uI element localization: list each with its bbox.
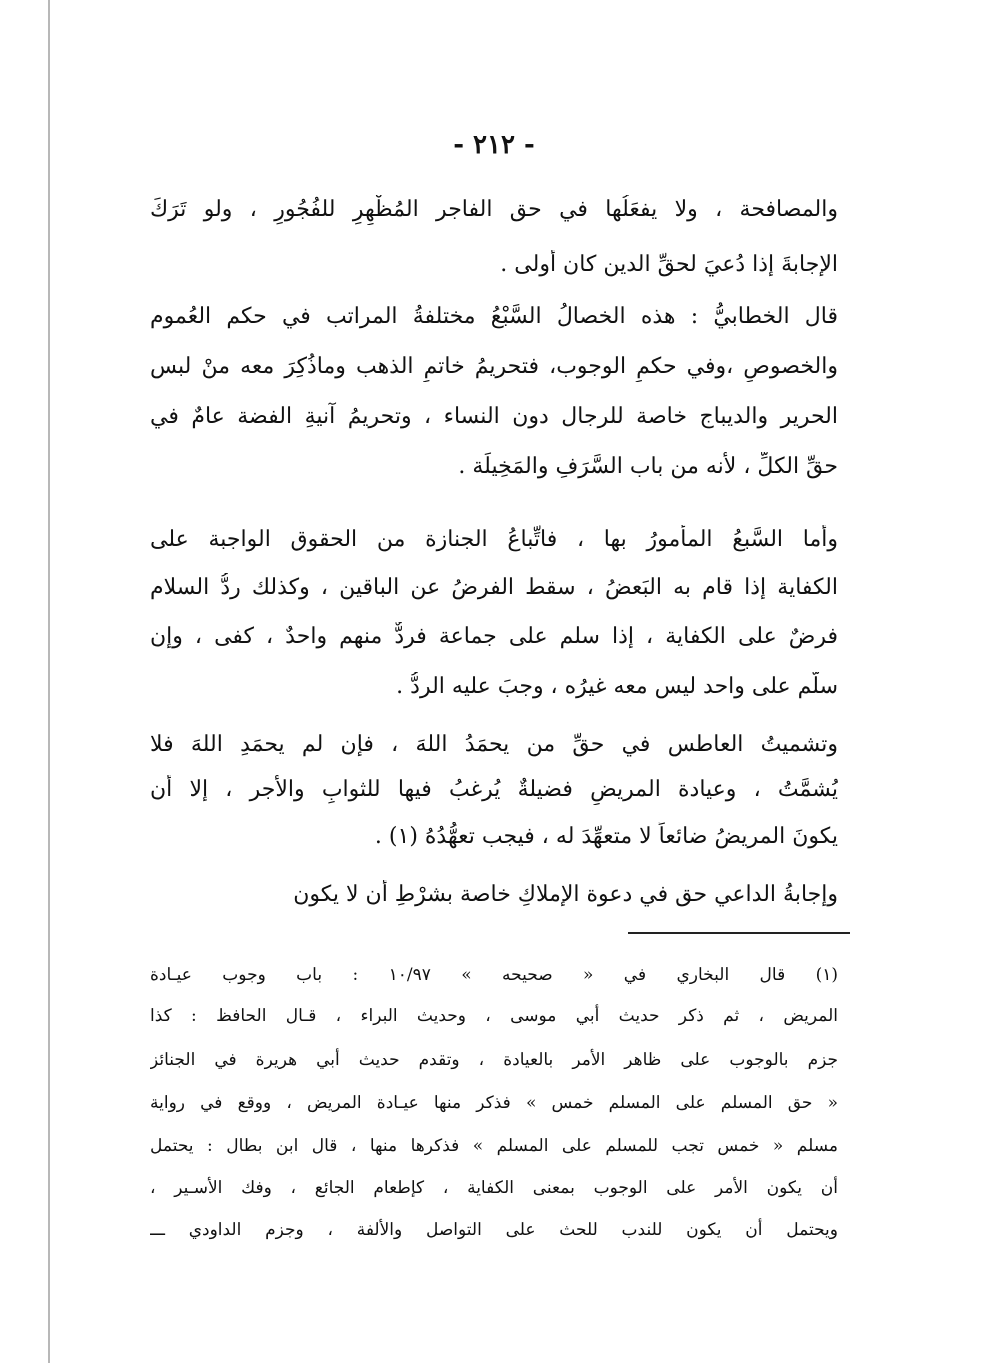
text-line: سلَّم على واحد ليس معه غيرُه ، وجبَ عليه الردُّ . xyxy=(396,674,838,699)
text-line: وتشميتُ العاطس في حقِّ من يحمَدُ اللهَ ، فإن لم يحمَدِ اللهَ فلا xyxy=(150,732,838,757)
footnote-line: أن يكون الأمر على الوجوب بمعنى الكفاية ، كإطعام الجائع ، وفك الأسـير ، xyxy=(150,1178,838,1198)
text-line: الإجابةَ إذا دُعيَ لحقِّ الدين كان أولى . xyxy=(500,252,838,277)
text-line: وإجابةُ الداعي حق في دعوة الإملاكِ خاصة بشرْطِ أن لا يكون xyxy=(293,882,838,907)
text-line: الكفاية إذا قام به البَعضُ ، سقط الفرضُ عن الباقين ، وكذلك ردُّ السلام xyxy=(150,575,838,600)
text-line: فرضٌ على الكفاية ، إذا سلم على جماعة فردٌّ منهم واحدٌ ، كفى ، وإن xyxy=(150,624,838,649)
footnote-line: جزم بالوجوب على ظاهر الأمر بالعيادة ، وتقدم حديث أبي هريرة في الجنائز xyxy=(150,1050,838,1070)
footnote-line: (١) قال البخاري في « صحيحه » ١٠/٩٧ : باب وجوب عيـادة xyxy=(150,965,838,985)
text-line: حقِّ الكلِّ ، لأنه من باب السَّرَفِ والمَخِيلَة . xyxy=(458,454,838,479)
page-number: - ٢١٢ - xyxy=(453,130,535,160)
footnote-line: مسلم « خمس تجب للمسلم على المسلم » فذكرها منها ، قال ابن بطال : يحتمل xyxy=(150,1136,838,1156)
text-line: والمصافحة ، ولا يفعَلُها في حق الفاجر المُظْهِرِ للفُجُورِ ، ولو تَرَكَ xyxy=(150,197,838,222)
text-line: الحرير والديباج خاصة للرجال دون النساء ، وتحريمُ آنيةِ الفضة عامٌ في xyxy=(150,404,838,429)
text-line: والخصوصِ ،وفي حكمِ الوجوب، فتحريمُ خاتمِ الذهب وماذُكِرَ معه منْ لبس xyxy=(150,354,838,379)
footnote-separator xyxy=(628,932,850,934)
text-line: وأما السَّبعُ المأمورُ بها ، فاتِّباعُ الجنازة من الحقوق الواجبة على xyxy=(150,527,838,552)
footnote-line: المريض ، ثم ذكر حديث أبي موسى ، وحديث البراء ، قـال الحافظ : كذا xyxy=(150,1006,838,1026)
text-line: يكونَ المريضُ ضائعاً لا متعهِّدَ له ، فيجب تعهُّدُهُ (١) . xyxy=(374,824,838,849)
footnote-line: « حق المسلم على المسلم خمس » فذكر منها عيـادة المريض ، ووقع في رواية xyxy=(150,1093,838,1113)
page-edge-line xyxy=(48,0,50,1363)
text-line: قال الخطابيُّ : هذه الخصالُ السَّبْعُ مختلفةُ المراتب في حكم العُموم xyxy=(150,304,838,329)
footnote-line: ويحتمل أن يكون للندب للحث على التواصل والألفة ، وجزم الداودي ـــ xyxy=(150,1220,838,1240)
text-line: يُشمَّتُ ، وعيادة المريضِ فضيلةٌ يُرغبُ فيها للثوابِ والأجر ، إلا أن xyxy=(150,777,838,802)
